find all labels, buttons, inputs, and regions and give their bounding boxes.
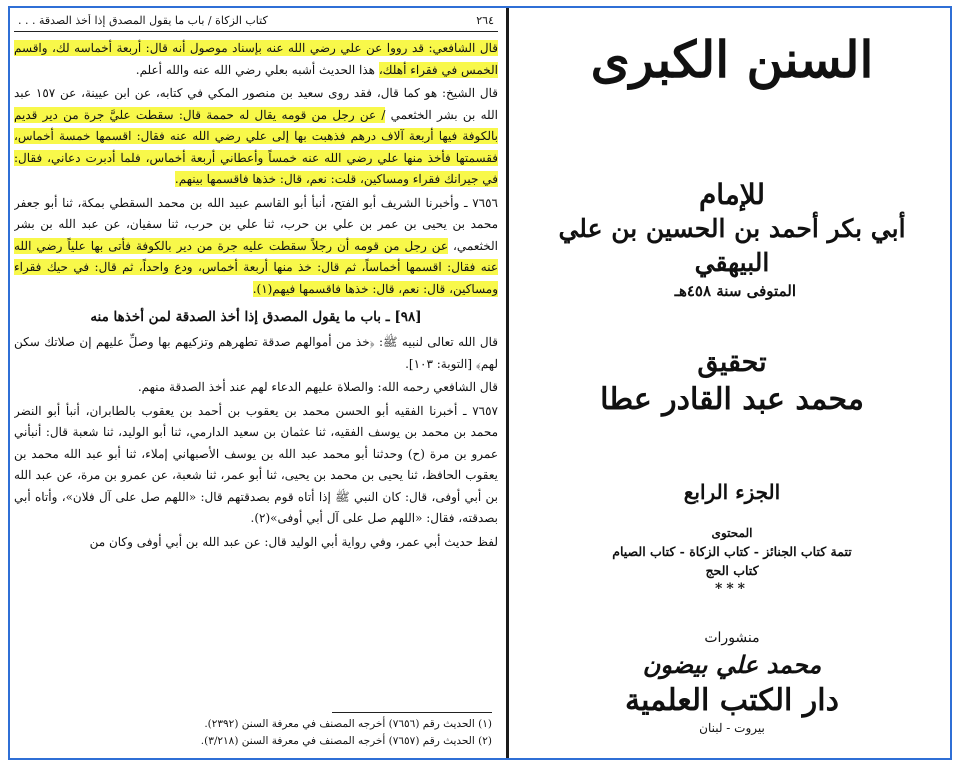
book-title: السنن الكبرى [590, 30, 874, 89]
publisher-name: محمد علي بيضون [642, 650, 822, 679]
running-head-page-number: ٢٦٤ [476, 14, 494, 27]
left-page [14, 14, 498, 754]
plain-text: هذا الحديث أشبه بعلي رضي الله عنه والله أعلم. [135, 62, 379, 77]
footnote-rule [332, 712, 492, 713]
paragraph-2 [14, 83, 498, 191]
plain-text: ٧٦٥٦ ـ وأخبرنا الشريف أبو الفتح، أنبأ أبو القاسم عبيد الله بن محمد السقطي بمكة، ثنا أبو جعفر محمد بن يحيى بن عمر بن علي بن حرب، ثنا علي بن حرب، ثنا سفيان، عن عبد الله بن بشر الخثعمي، [14, 195, 498, 253]
author-name: أبي بكر أحمد بن الحسين بن علي البيهقي [558, 214, 906, 277]
publisher-house: دار الكتب العلمية [625, 683, 839, 718]
tahqiq-label: تحقيق [697, 347, 767, 378]
plain-text: قال الشيخ: هو كما قال، فقد روى سعيد بن منصور المكي في كتابه، عن ابن عيينة، عن ١٥٧ عبد الله بن بشر الخثعمي [14, 86, 498, 122]
author-label: للإمام [698, 178, 766, 211]
paragraph-7: لفظ حديث أبي عمر، وفي رواية أبي الوليد قال: عن عبد الله بن أبي أوفى وكان من [89, 534, 498, 549]
highlighted-text: عن رجل من قومه أن رجلاً سقطت عليه جرة من دير بالكوفة فأتى بها علياً رضي الله عنه فقال: اقسمها أخماساً، ثم قال: خذ منها أربعة أخماس، ودع واحداً، ثم قال: في حيك فقراء ومساكين، قال: نعم، قال: خذها فاقسمها فيهم(١). [14, 238, 498, 296]
separator-stars: *** [715, 581, 749, 597]
editor-name: محمد عبد القادر عطا [600, 382, 864, 417]
running-head [14, 14, 498, 32]
chapter-heading: [٩٨] ـ باب ما يقول المصدق إذا أخذ الصدقة لمن أخذها منه [90, 309, 422, 325]
contents-line-1: تتمة كتاب الجنائز - كتاب الزكاة - كتاب الصيام [612, 544, 852, 559]
footnotes [22, 712, 492, 750]
contents-line-2: كتاب الحج [705, 563, 759, 578]
highlighted-text: / عن رجل من قومه يقال له حممة قال: سقطت عليَّ جرة من دير قديم بالكوفة فيها أربعة آلاف درهم فذهبت بها إلى علي رضي الله عنه فقال: اقسمها خمسة أخماس، فقسمتها فأخذ منها علي رضي الله عنه خمساً وأعطاني أربعة أخماس، فلما أدبرت دعاني، فقال: في جيرانك فقراء ومساكين، قلت: نعم، قال: خذها فاقسمها بينهم. [14, 107, 498, 186]
body-text [14, 38, 498, 553]
paragraph-5: قال الشافعي رحمه الله: والصلاة عليهم الدعاء لهم عند أخذ الصدقة منهم. [137, 380, 498, 394]
title-page [518, 14, 946, 754]
author-death-year: المتوفى سنة ٤٥٨هـ [674, 282, 796, 300]
footnote-1: (١) الحديث رقم (٧٦٥٦) أخرجه المصنف في معرفة السنن (٢٣٩٢). [204, 718, 492, 730]
contents-label: المحتوى [711, 526, 753, 540]
paragraph-6: ٧٦٥٧ ـ أخبرنا الفقيه أبو الحسن محمد بن يعقوب بن أحمد بن يعقوب بالطابران، أنبأ أبو النضر محمد بن محمد بن يوسف الفقيه، ثنا عثمان بن سعيد الدارمي، ثنا أبو الوليد، ثنا شعبة قال: أنبأني عمرو بن مرة (ح) وحدثنا أبو محمد عبد الله بن يوسف الأصبهاني إملاء، ثنا أبو عبد الله محمد بن يعقوب الحافظ، ثنا يحيى بن محمد بن يحيى، ثنا أبو عمر، ثنا شعبة، عن عمرو بن مرة، عن عبد الله بن أبي أوفى، قال: كان النبي ﷺ إذا أتاه قوم بصدقتهم قال: «اللهم صل على آل فلان»، وأتاه أبي بصدقته، فقال: «اللهم صل على آل أبي أوفى»(٢). [14, 403, 498, 525]
spine-divider [506, 8, 509, 758]
paragraph-3 [14, 193, 498, 301]
highlighted-text: قال الشافعي: قد رووا عن علي رضي الله عنه بإسناد موصول أنه قال: أربعة أخماسه لك، واقسم الخمس في فقراء أهلك، [14, 41, 498, 77]
footnote-2: (٢) الحديث رقم (٧٦٥٧) أخرجه المصنف في معرفة السنن (٣/٢١٨). [200, 735, 492, 747]
publisher-label: منشورات [704, 630, 760, 646]
paragraph-4: قال الله تعالى لنبيه ﷺ: ﴿خذ من أموالهم صدقة تطهرهم وتزكيهم بها وصلِّ عليهم إن صلاتك سكن لهم﴾ [التوبة: ١٠٣]. [14, 335, 498, 371]
paragraph-1 [14, 38, 498, 81]
publisher-city: بيروت - لبنان [699, 721, 765, 735]
volume-label: الجزء الرابع [683, 480, 781, 504]
running-head-title: كتاب الزكاة / باب ما يقول المصدق إذا أخذ الصدقة . . . [18, 14, 268, 27]
